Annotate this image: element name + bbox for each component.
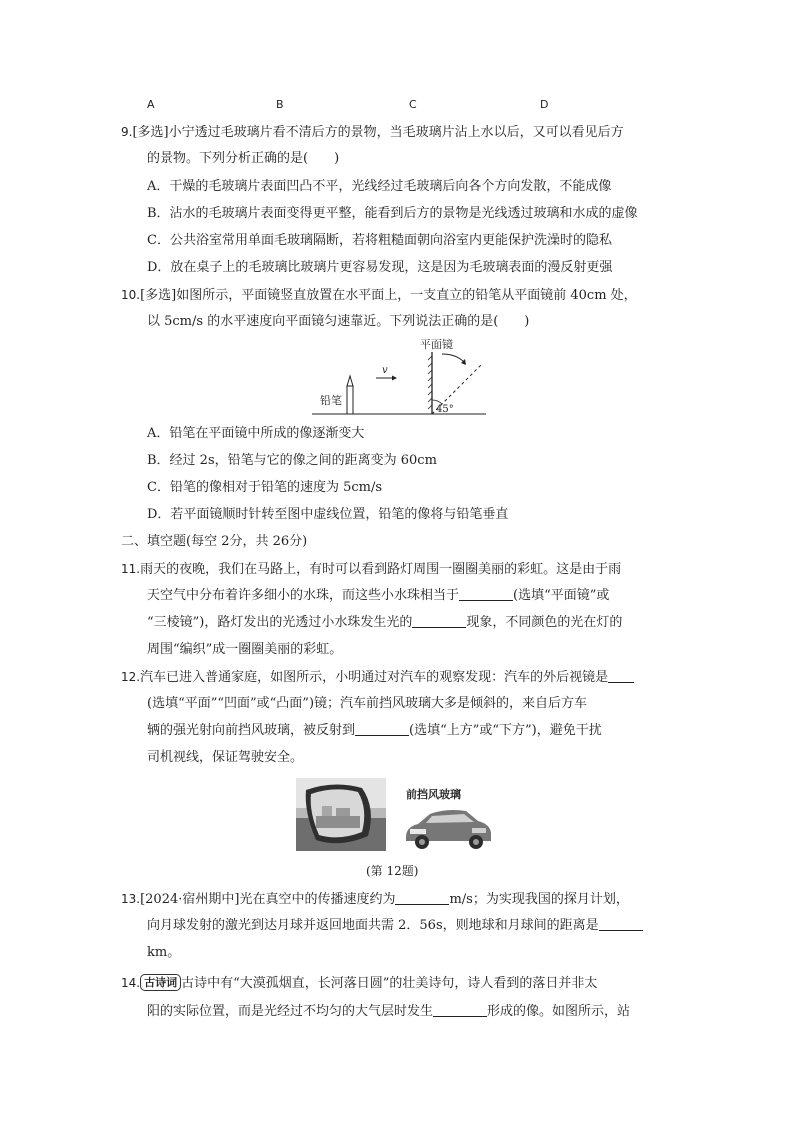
blank-14-1[interactable] [433, 1004, 487, 1017]
question-10-option-b: B．经过 2s，铅笔与它的像之间的距离变为 60cm [147, 453, 437, 468]
question-13-line-2: 向月球发射的激光到达月球并返回地面共需 2．56s，则地球和月球间的距离是 [147, 918, 643, 934]
question-11-line-1: 11.雨天的夜晚，我们在马路上，有时可以看到路灯周围一圈圈美丽的彩虹。这是由于雨 [121, 562, 622, 577]
velocity-label: v [382, 365, 388, 376]
question-10-option-a: A．铅笔在平面镜中所成的像逐渐变大 [147, 426, 365, 441]
blank-11-1[interactable] [459, 588, 513, 601]
figure-12-caption: (第 12题) [366, 864, 419, 878]
question-11-line-4: 周围“编织”成一圈圈美丽的彩虹。 [147, 642, 343, 657]
question-9-option-c: C．公共浴室常用单面毛玻璃隔断，若将粗糙面朝向浴室内更能保护洗澡时的隐私 [147, 233, 612, 248]
mirror-pencil-figure [300, 336, 490, 416]
pencil-shape [347, 376, 353, 414]
question-9-number: 9. [121, 125, 133, 139]
question-9-option-a: A．干燥的毛玻璃片表面凹凸不平，光线经过毛玻璃后向各个方向发散，不能成像 [147, 179, 612, 194]
question-11-line-2: 天空气中分布着许多细小的水珠，而这些小水珠相当于 (选填“平面镜”或 [147, 588, 610, 603]
question-12-line-3: 辆的强光射向前挡风玻璃，被反射到 (选填“上方”或“下方”)，避免干扰 [147, 723, 602, 738]
question-9-line-2: 的景物。下列分析正确的是( ) [147, 151, 340, 166]
question-9-option-b: B．沾水的毛玻璃片表面变得更平整，能看到后方的景物是光线透过玻璃和水成的虚像 [147, 206, 638, 221]
blank-12-2[interactable] [355, 723, 409, 736]
question-10-line-2: 以 5cm/s 的水平速度向平面镜匀速靠近。下列说法正确的是( ) [147, 314, 530, 329]
question-14-line-1: 14. 古诗词 古诗中有“大漠孤烟直，长河落日圆”的壮美诗句，诗人看到的落日并非太 [121, 976, 598, 991]
question-14-number: 14. [121, 976, 141, 990]
question-13-line-1: 13.[2024·宿州期中]光在真空中的传播速度约为 m/s；为实现我国的探月计划， [121, 892, 629, 907]
question-13-number: 13. [121, 892, 141, 906]
windshield-label: 前挡风玻璃 [406, 788, 461, 801]
question-12-number: 12. [121, 670, 141, 684]
option-label-a: A [147, 98, 155, 111]
question-12-line-2: (选填“平面”“凹面”或“凸面”)镜；汽车前挡风玻璃大多是倾斜的，来自后方车 [147, 696, 588, 711]
question-12-line-1: 12.汽车已进入普通家庭，如图所示，小明通过对汽车的观察发现：汽车的外后视镜是 [121, 669, 634, 686]
blank-12-1[interactable] [608, 670, 634, 683]
rotation-arrow [442, 354, 464, 362]
question-13-line-3: km。 [147, 945, 181, 960]
question-11-line-3: “三棱镜”)，路灯发出的光透过小水珠发生光的 现象，不同颜色的光在灯的 [147, 615, 623, 630]
side-mirror-photo [296, 778, 386, 851]
question-12-line-4: 司机视线，保证驾驶安全。 [147, 750, 304, 765]
question-11-number: 11. [121, 562, 141, 576]
mirror-label: 平面镜 [420, 338, 453, 351]
question-9-line-1: 9.[多选]小宁透过毛玻璃片看不清后方的景物，当毛玻璃片沾上水以后，又可以看见后方 [121, 125, 624, 140]
question-10-option-d: D．若平面镜顺时针转至图中虚线位置，铅笔的像将与铅笔垂直 [147, 507, 509, 522]
question-9-option-d: D．放在桌子上的毛玻璃比玻璃片更容易发现，这是因为毛玻璃表面的漫反射更强 [147, 260, 613, 275]
blank-11-2[interactable] [412, 615, 466, 628]
question-10-number: 10. [121, 288, 141, 302]
question-14-line-2: 阳的实际位置，而是光经过不均匀的大气层时发生 形成的像。如图所示，站 [147, 1004, 631, 1019]
section-2-heading: 二、填空题(每空 2分，共 26分) [121, 534, 308, 549]
question-10-option-c: C．铅笔的像相对于铅笔的速度为 5cm/s [147, 480, 383, 495]
pencil-label: 铅笔 [320, 394, 342, 407]
blank-13-2[interactable] [599, 918, 643, 931]
car-photo [402, 803, 494, 851]
angle-label: 45° [436, 404, 454, 415]
option-label-d: D [540, 98, 549, 111]
ancient-poetry-badge: 古诗词 [140, 974, 181, 991]
velocity-arrowhead [392, 376, 397, 381]
question-10-line-1: 10.[多选]如图所示，平面镜竖直放置在水平面上，一支直立的铅笔从平面镜前 40cm 处， [121, 288, 637, 303]
blank-13-1[interactable] [395, 892, 449, 905]
option-label-b: B [276, 98, 284, 111]
option-label-c: C [409, 98, 417, 111]
